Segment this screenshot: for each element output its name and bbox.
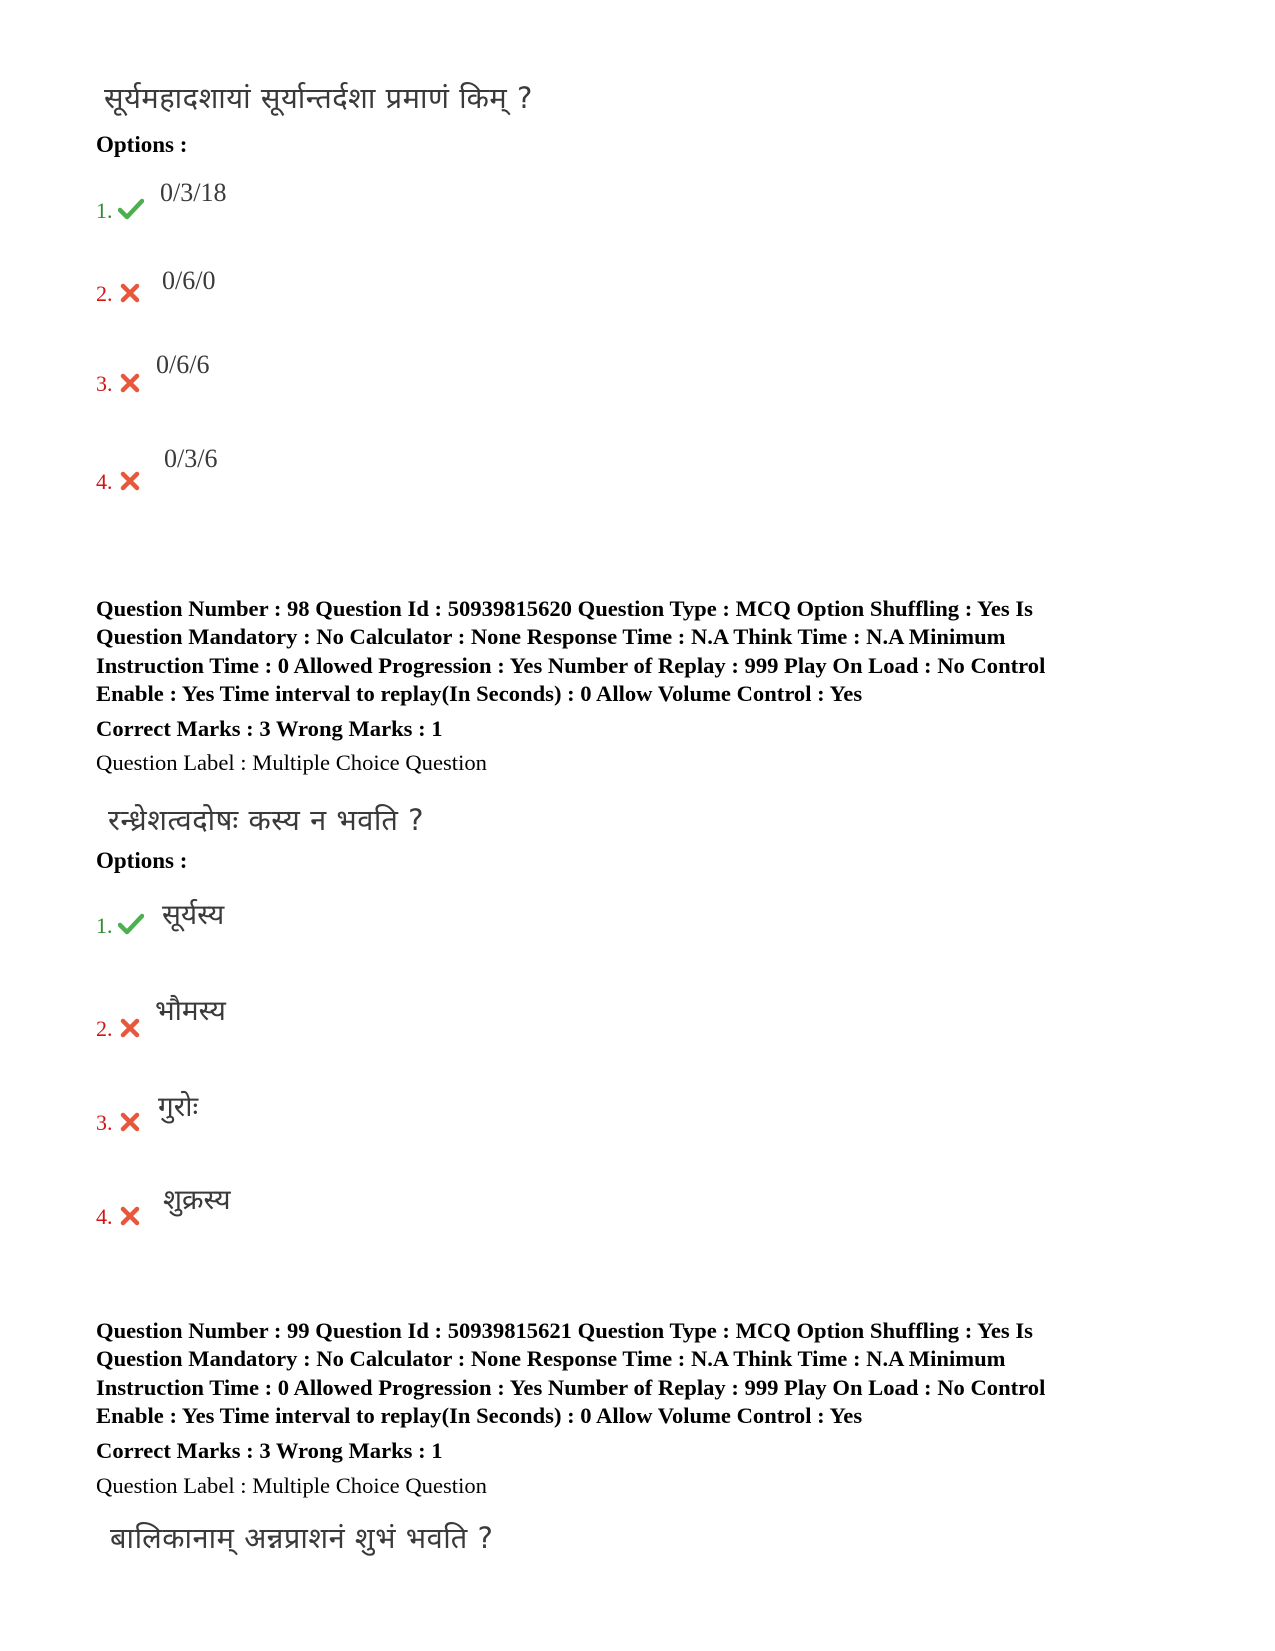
option-number: 1. — [96, 198, 113, 223]
option-number: 4. — [96, 1204, 113, 1229]
cross-icon — [117, 1205, 143, 1227]
options-label-97: Options : — [96, 132, 188, 157]
question-98-meta — [96, 595, 1196, 708]
option-number: 2. — [96, 281, 113, 306]
question-97-text: सूर्यमहादशायां सूर्यान्तर्दशा प्रमाणं किम् ? — [104, 81, 533, 115]
option-number: 1. — [96, 913, 113, 938]
question-99-label: Question Label : Multiple Choice Question — [96, 1473, 487, 1498]
option-text: गुरोः — [158, 1090, 199, 1123]
option-text: शुक्रस्य — [163, 1183, 231, 1216]
meta-line: Question Number : 99 Question Id : 50939815621 Question Type : MCQ Option Shuffling : Yes Is — [96, 1318, 1033, 1343]
check-icon — [118, 198, 144, 220]
cross-icon — [117, 372, 143, 394]
cross-icon — [117, 1017, 143, 1039]
question-98-marks: Correct Marks : 3 Wrong Marks : 1 — [96, 716, 443, 741]
option-number: 3. — [96, 371, 113, 396]
check-icon — [118, 913, 144, 935]
option-text: सूर्यस्य — [162, 898, 225, 931]
meta-line: Instruction Time : 0 Allowed Progression : Yes Number of Replay : 999 Play On Load : No Control — [96, 1374, 1046, 1400]
meta-line: Enable : Yes Time interval to replay(In Seconds) : 0 Allow Volume Control : Yes — [96, 1402, 863, 1428]
question-99-meta — [96, 1317, 1196, 1430]
option-number: 2. — [96, 1016, 113, 1041]
cross-icon — [117, 1111, 143, 1133]
question-98-label: Question Label : Multiple Choice Question — [96, 750, 487, 775]
option-text: 0/6/0 — [162, 266, 216, 295]
meta-line: Instruction Time : 0 Allowed Progression : Yes Number of Replay : 999 Play On Load : No Control — [96, 652, 1046, 678]
question-98-text: रन्ध्रेशत्वदोषः कस्य न भवति ? — [108, 803, 425, 837]
option-number: 3. — [96, 1110, 113, 1135]
meta-line: Question Mandatory : No Calculator : None Response Time : N.A Think Time : N.A Minimum — [96, 624, 1006, 650]
option-text: भौमस्य — [155, 994, 226, 1027]
question-99-text: बालिकानाम् अन्नप्राशनं शुभं भवति ? — [110, 1521, 494, 1555]
meta-line: Question Mandatory : No Calculator : None Response Time : N.A Think Time : N.A Minimum — [96, 1346, 1006, 1372]
meta-line: Enable : Yes Time interval to replay(In Seconds) : 0 Allow Volume Control : Yes — [96, 680, 863, 706]
option-text: 0/3/18 — [160, 178, 227, 207]
option-number: 4. — [96, 469, 113, 494]
cross-icon — [117, 282, 143, 304]
options-label-98: Options : — [96, 848, 188, 873]
option-text: 0/3/6 — [164, 444, 218, 473]
option-text: 0/6/6 — [156, 350, 210, 379]
meta-line: Question Number : 98 Question Id : 50939815620 Question Type : MCQ Option Shuffling : Yes Is — [96, 596, 1033, 621]
cross-icon — [117, 470, 143, 492]
question-99-marks: Correct Marks : 3 Wrong Marks : 1 — [96, 1438, 443, 1463]
